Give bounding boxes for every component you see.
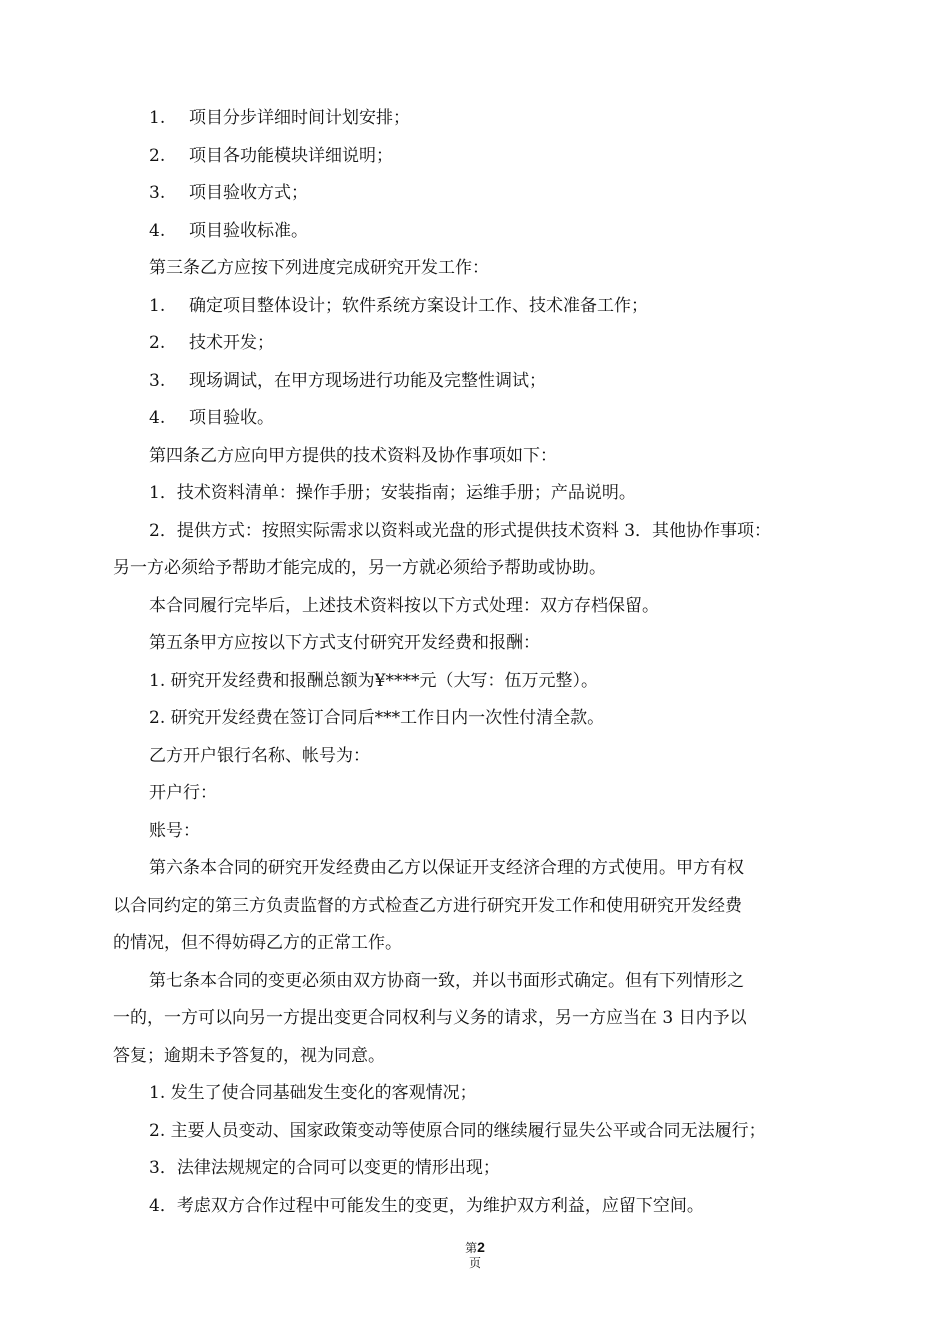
list-item bbox=[149, 294, 874, 318]
list-item bbox=[149, 106, 874, 130]
list-item bbox=[149, 331, 874, 355]
list-item bbox=[149, 406, 874, 430]
article-6-paragraph: 以合同约定的第三方负责监督的方式检查乙方进行研究开发工作和使用研究开发经费 bbox=[113, 896, 742, 916]
list-text: 现场调试，在甲方现场进行功能及完整性调试； bbox=[189, 371, 546, 391]
page-prefix: 第 bbox=[465, 1241, 478, 1255]
article-7-paragraph: 第七条本合同的变更必须由双方协商一致，并以书面形式确定。但有下列情形之 bbox=[149, 971, 744, 991]
page-footer bbox=[0, 1240, 950, 1271]
article-5-item: 2. 研究开发经费在签订合同后***工作日内一次性付清全款。 bbox=[149, 708, 605, 728]
list-text: 项目验收。 bbox=[189, 408, 274, 428]
list-item bbox=[149, 369, 874, 393]
list-text: 项目各功能模块详细说明； bbox=[189, 146, 393, 166]
article-7-paragraph: 一的，一方可以向另一方提出变更合同权利与义务的请求，另一方应当在 3 日内予以 bbox=[113, 1008, 747, 1028]
list-text: 确定项目整体设计；软件系统方案设计工作、技术准备工作； bbox=[189, 296, 648, 316]
bank-name-label: 开户行： bbox=[149, 783, 217, 803]
article-7-item: 1. 发生了使合同基础发生变化的客观情况； bbox=[149, 1083, 477, 1103]
article-6-paragraph: 的情况，但不得妨碍乙方的正常工作。 bbox=[113, 933, 402, 953]
list-number: 2. bbox=[149, 146, 166, 166]
list-item bbox=[149, 144, 874, 168]
article-4-item: 2．提供方式：按照实际需求以资料或光盘的形式提供技术资料 3．其他协作事项： bbox=[149, 521, 772, 541]
list-text: 项目验收标准。 bbox=[189, 221, 308, 241]
article-4-item: 1．技术资料清单：操作手册；安装指南；运维手册；产品说明。 bbox=[149, 483, 636, 503]
list-item bbox=[149, 181, 874, 205]
list-number: 4. bbox=[149, 408, 166, 428]
bank-heading: 乙方开户银行名称、帐号为： bbox=[149, 746, 370, 766]
article-5-heading: 第五条甲方应按以下方式支付研究开发经费和报酬： bbox=[149, 633, 540, 653]
list-number: 3. bbox=[149, 183, 166, 203]
page-number: 2 bbox=[477, 1239, 485, 1255]
list-text: 技术开发； bbox=[189, 333, 274, 353]
article-4-heading: 第四条乙方应向甲方提供的技术资料及协作事项如下： bbox=[149, 446, 557, 466]
article-5-item: 1. 研究开发经费和报酬总额为¥****元（大写：伍万元整）。 bbox=[149, 671, 598, 691]
list-number: 2. bbox=[149, 333, 166, 353]
list-number: 3. bbox=[149, 371, 166, 391]
list-number: 1. bbox=[149, 296, 166, 316]
page-suffix: 页 bbox=[468, 1256, 481, 1270]
list-item bbox=[149, 219, 874, 243]
article-3-heading: 第三条乙方应按下列进度完成研究开发工作： bbox=[149, 258, 489, 278]
article-4-item-continuation: 另一方必须给予帮助才能完成的，另一方就必须给予帮助或协助。 bbox=[113, 558, 606, 578]
article-7-paragraph: 答复；逾期未予答复的，视为同意。 bbox=[113, 1046, 385, 1066]
list-text: 项目分步详细时间计划安排； bbox=[189, 108, 410, 128]
article-4-paragraph: 本合同履行完毕后，上述技术资料按以下方式处理：双方存档保留。 bbox=[149, 596, 659, 616]
article-6-paragraph: 第六条本合同的研究开发经费由乙方以保证开支经济合理的方式使用。甲方有权 bbox=[149, 858, 744, 878]
article-7-item: 4．考虑双方合作过程中可能发生的变更，为维护双方利益，应留下空间。 bbox=[149, 1196, 704, 1216]
list-number: 4. bbox=[149, 221, 166, 241]
list-text: 项目验收方式； bbox=[189, 183, 308, 203]
account-label: 账号： bbox=[149, 821, 200, 841]
article-7-item: 2. 主要人员变动、国家政策变动等使原合同的继续履行显失公平或合同无法履行； bbox=[149, 1121, 766, 1141]
list-number: 1. bbox=[149, 108, 166, 128]
article-7-item: 3．法律法规规定的合同可以变更的情形出现； bbox=[149, 1158, 500, 1178]
